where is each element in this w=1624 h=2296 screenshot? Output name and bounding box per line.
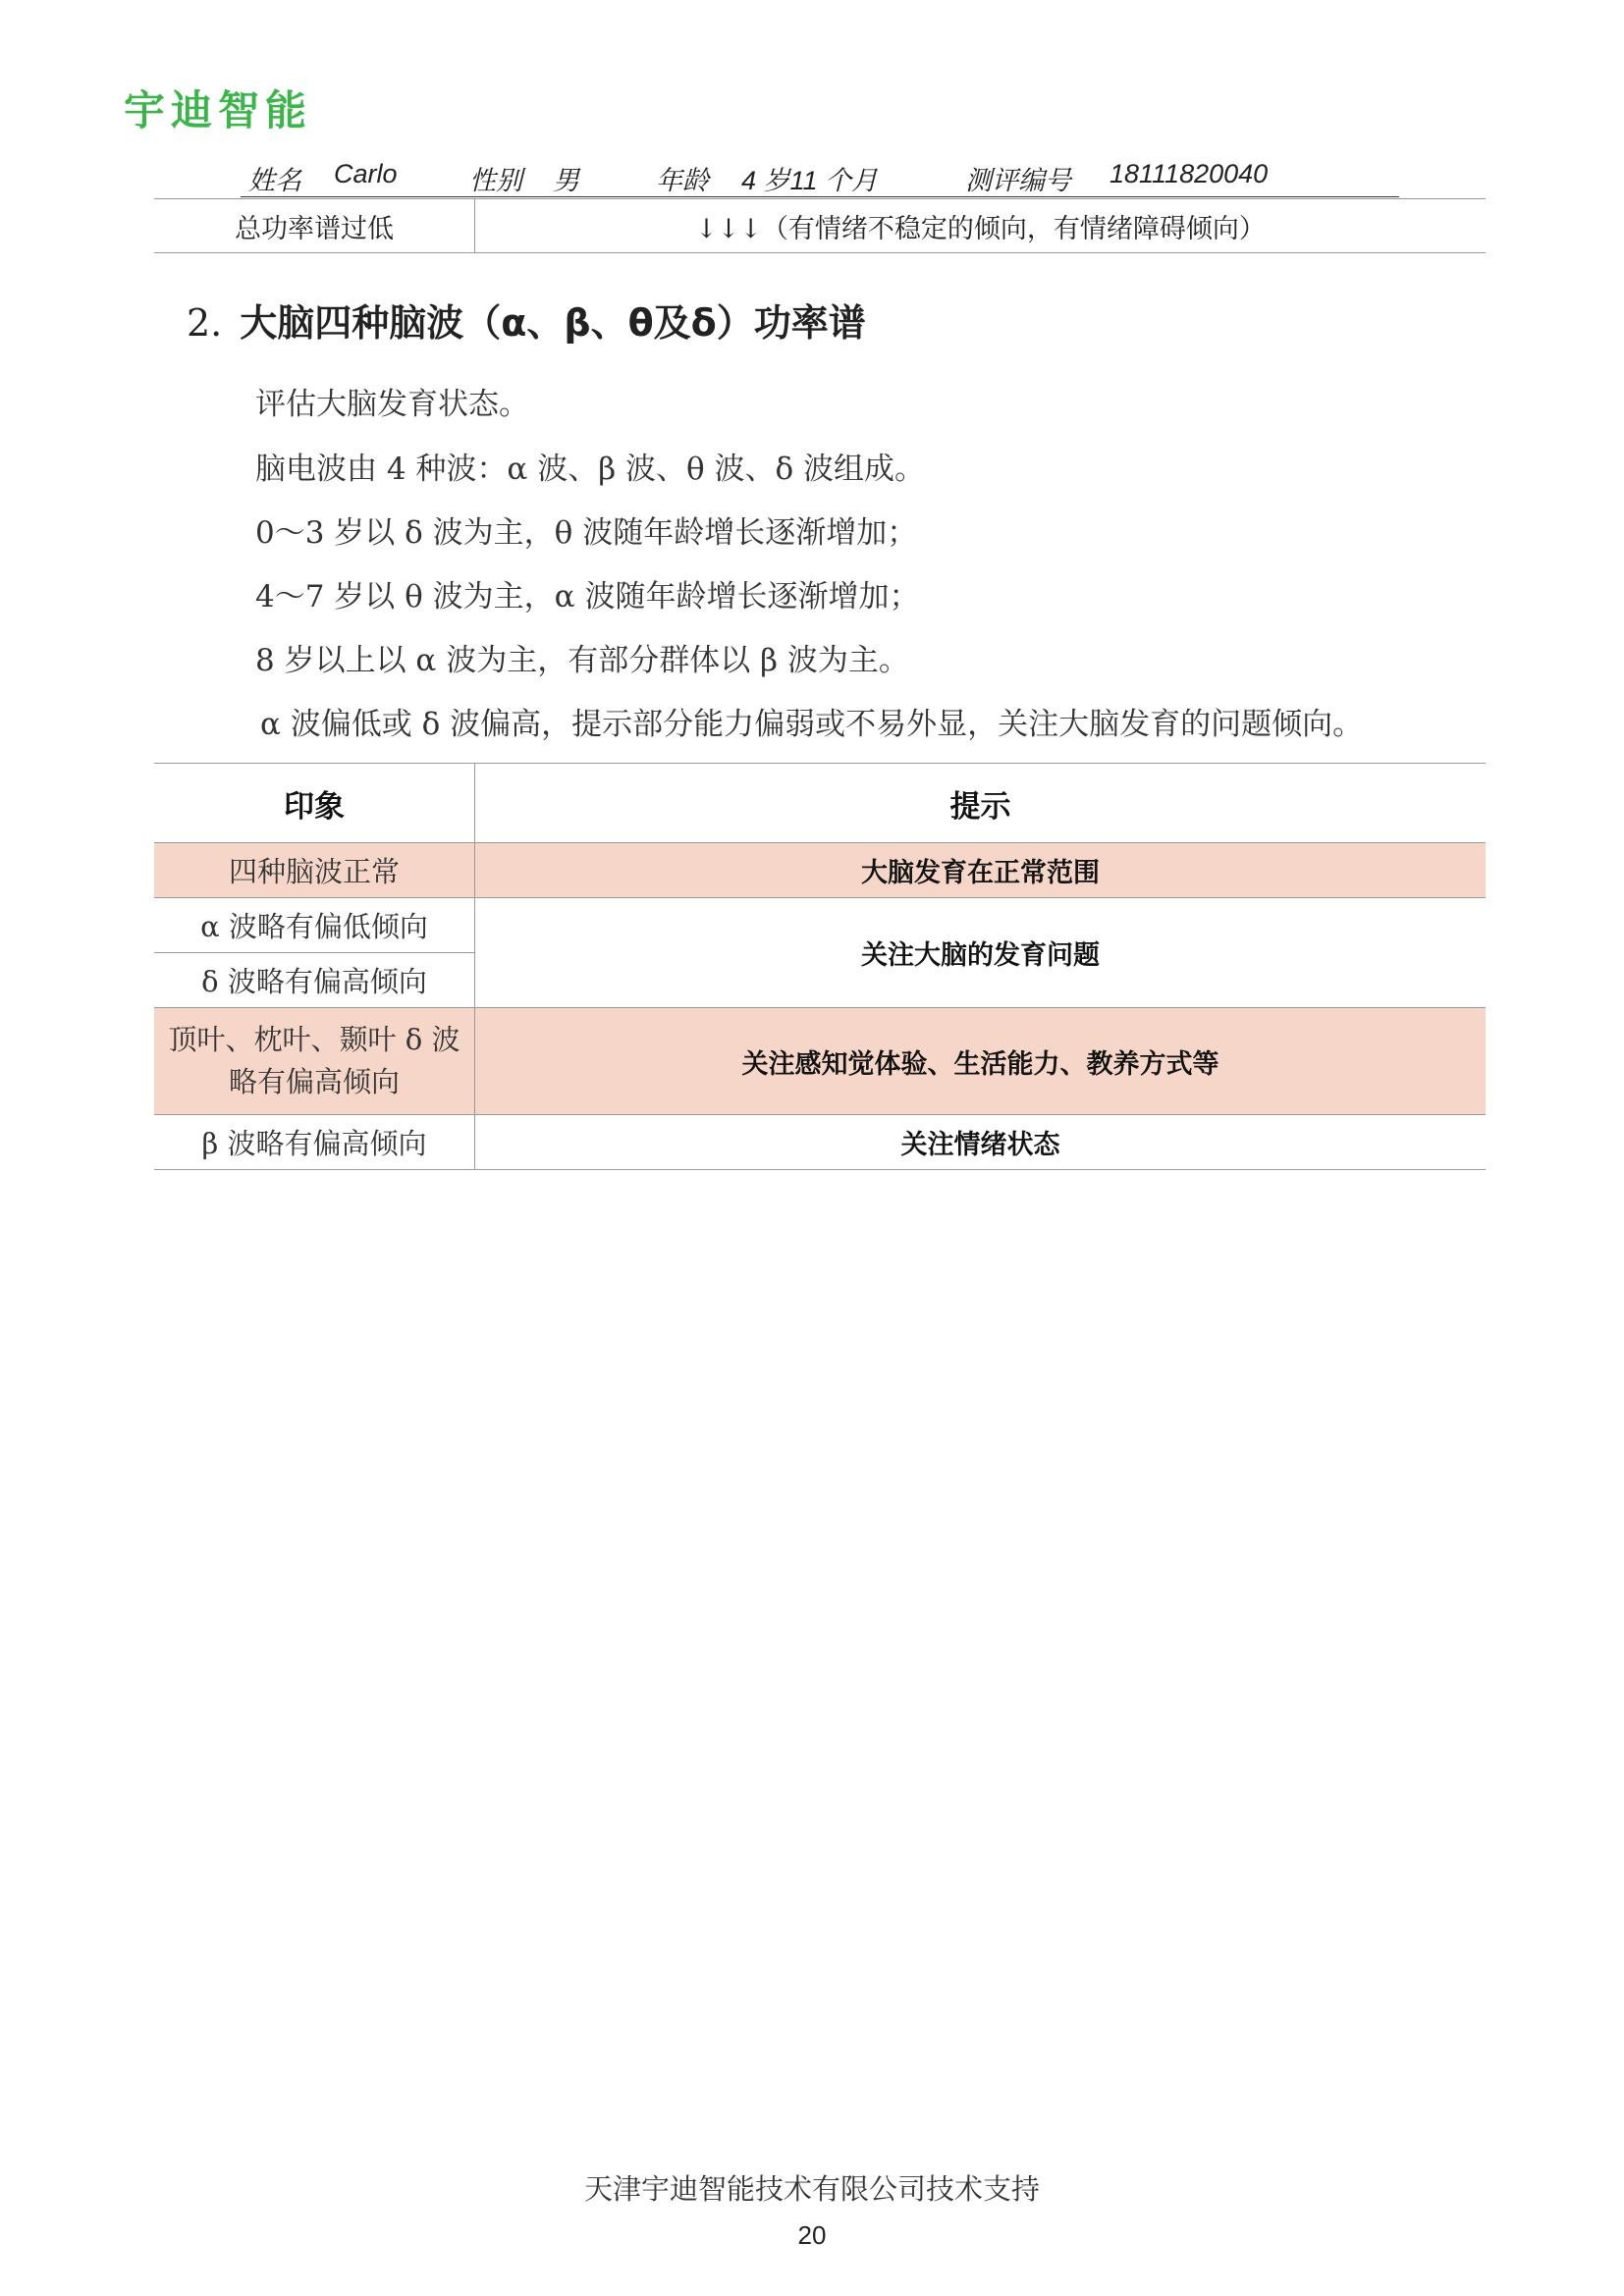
brainwave-impression-table [154,763,1486,1170]
footer-credit: 天津宇迪智能技术有限公司技术支持 [583,2172,1040,2206]
header-hint: 提示 [475,764,1487,843]
paragraph: 脑电波由 4 种波：α 波、β 波、θ 波、δ 波组成。 [255,452,926,487]
impression-cell: 四种脑波正常 [154,843,475,898]
company-logo: 宇迪智能 [124,86,313,134]
section-title: 大脑四种脑波（α、β、θ及δ）功率谱 [240,301,866,345]
table-row [154,1115,1486,1170]
impression-cell: α 波略有偏低倾向 [154,898,475,953]
impression-cell: β 波略有偏高倾向 [154,1115,475,1170]
hint-cell: 关注情绪状态 [475,1115,1487,1170]
id-label: 测评编号 [965,166,1071,195]
total-power-summary-table [154,198,1486,253]
gender-label: 性别 [469,166,522,195]
name-value: Carlo [334,159,398,188]
header-impression: 印象 [154,764,475,843]
impression-line: 顶叶、枕叶、颞叶 δ 波 [168,1023,460,1056]
page-number: 20 [797,2220,827,2250]
paragraph: 8 岁以上以 α 波为主，有部分群体以 β 波为主。 [255,643,909,678]
impression-cell [154,1008,475,1115]
hint-cell: 关注感知觉体验、生活能力、教养方式等 [475,1008,1487,1115]
table-row [154,1008,1486,1115]
age-value: 4 岁11 个月 [741,166,879,195]
table-header-row [154,764,1486,843]
paragraph: 4～7 岁以 θ 波为主，α 波随年龄增长逐渐增加； [255,579,920,614]
paragraph: α 波偏低或 δ 波偏高，提示部分能力偏弱或不易外显，关注大脑发育的问题倾向。 [260,707,1364,742]
section-heading [187,293,866,347]
hint-cell: 大脑发育在正常范围 [475,843,1487,898]
impression-cell: δ 波略有偏高倾向 [154,953,475,1008]
paragraph: 评估大脑发育状态。 [255,387,529,422]
summary-value: ↓↓↓（有情绪不稳定的倾向，有情绪障碍倾向） [475,199,1487,253]
section-number: 2. [187,301,223,345]
table-row [154,898,1486,953]
id-value: 18111820040 [1110,159,1269,188]
age-label: 年龄 [656,166,709,195]
hint-cell: 关注大脑的发育问题 [475,898,1487,1008]
name-label: 姓名 [248,166,301,195]
summary-label: 总功率谱过低 [154,199,475,253]
gender-value: 男 [553,166,579,195]
patient-info-row [241,157,1399,197]
paragraph: 0～3 岁以 δ 波为主，θ 波随年龄增长逐渐增加； [255,515,918,551]
table-row [154,843,1486,898]
impression-line: 略有偏高倾向 [228,1065,400,1098]
